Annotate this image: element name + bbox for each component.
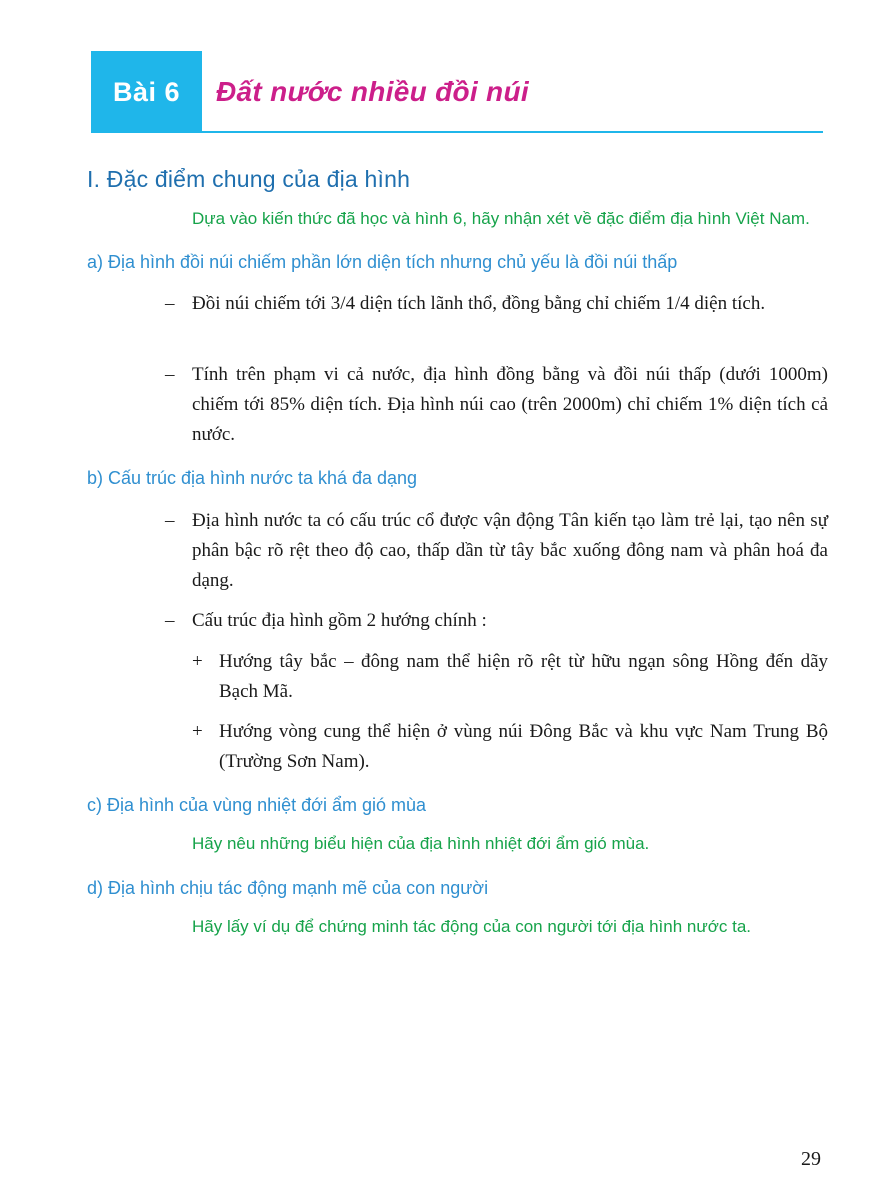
list-item	[165, 289, 828, 319]
section-1-prompt: Dựa vào kiến thức đã học và hình 6, hãy nhận xét về đặc điểm địa hình Việt Nam.	[192, 209, 810, 228]
section-heading-1: I. Đặc điểm chung của địa hình	[87, 166, 411, 192]
page-number: 29	[801, 1148, 821, 1170]
lesson-header	[91, 51, 823, 133]
sub-list-item	[192, 647, 828, 707]
list-item	[165, 606, 828, 636]
list-item-text: Đồi núi chiếm tới 3/4 diện tích lãnh thổ, đồng bằng chỉ chiếm 1/4 diện tích.	[192, 293, 766, 314]
lesson-number-badge: Bài 6	[91, 51, 202, 133]
subheading-c: c) Địa hình của vùng nhiệt đới ẩm gió mùa	[87, 795, 426, 815]
subheading-a: a) Địa hình đồi núi chiếm phần lớn diện tích nhưng chủ yếu là đồi núi thấp	[87, 252, 678, 272]
dash-marker: –	[165, 293, 175, 314]
list-item-text: Địa hình nước ta có cấu trúc cổ được vận động Tân kiến tạo làm trẻ lại, tạo nên sự phân bậc rõ rệt theo độ cao, thấp dần từ tây bắc xuống đông nam và phân hoá đa dạng.	[192, 510, 828, 591]
dash-marker: –	[165, 610, 175, 631]
sub-list-item	[192, 717, 828, 777]
sub-list-item-text: Hướng tây bắc – đông nam thể hiện rõ rệt từ hữu ngạn sông Hồng đến dãy Bạch Mã.	[219, 651, 828, 702]
subheading-d: d) Địa hình chịu tác động mạnh mẽ của con người	[87, 878, 489, 898]
subheading-b: b) Cấu trúc địa hình nước ta khá đa dạng	[87, 468, 418, 488]
header-divider	[202, 131, 823, 133]
part-c-prompt: Hãy nêu những biểu hiện của địa hình nhiệt đới ẩm gió mùa.	[192, 834, 650, 853]
part-d-prompt: Hãy lấy ví dụ để chứng minh tác động của con người tới địa hình nước ta.	[192, 917, 751, 936]
list-item-text: Cấu trúc địa hình gồm 2 hướng chính :	[192, 610, 487, 631]
dash-marker: –	[165, 510, 175, 531]
sub-list-item-text: Hướng vòng cung thể hiện ở vùng núi Đông Bắc và khu vực Nam Trung Bộ (Trường Sơn Nam).	[219, 721, 828, 772]
dash-marker: –	[165, 364, 175, 385]
list-item-text: Tính trên phạm vi cả nước, địa hình đồng bằng và đồi núi thấp (dưới 1000m) chiếm tới 85% diện tích. Địa hình núi cao (trên 2000m) chỉ chiếm 1% diện tích cả nước.	[192, 364, 828, 445]
lesson-title: Đất nước nhiều đồi núi	[216, 76, 529, 107]
plus-marker: +	[192, 651, 203, 672]
plus-marker: +	[192, 721, 203, 742]
list-item	[165, 360, 828, 450]
list-item	[165, 506, 828, 596]
